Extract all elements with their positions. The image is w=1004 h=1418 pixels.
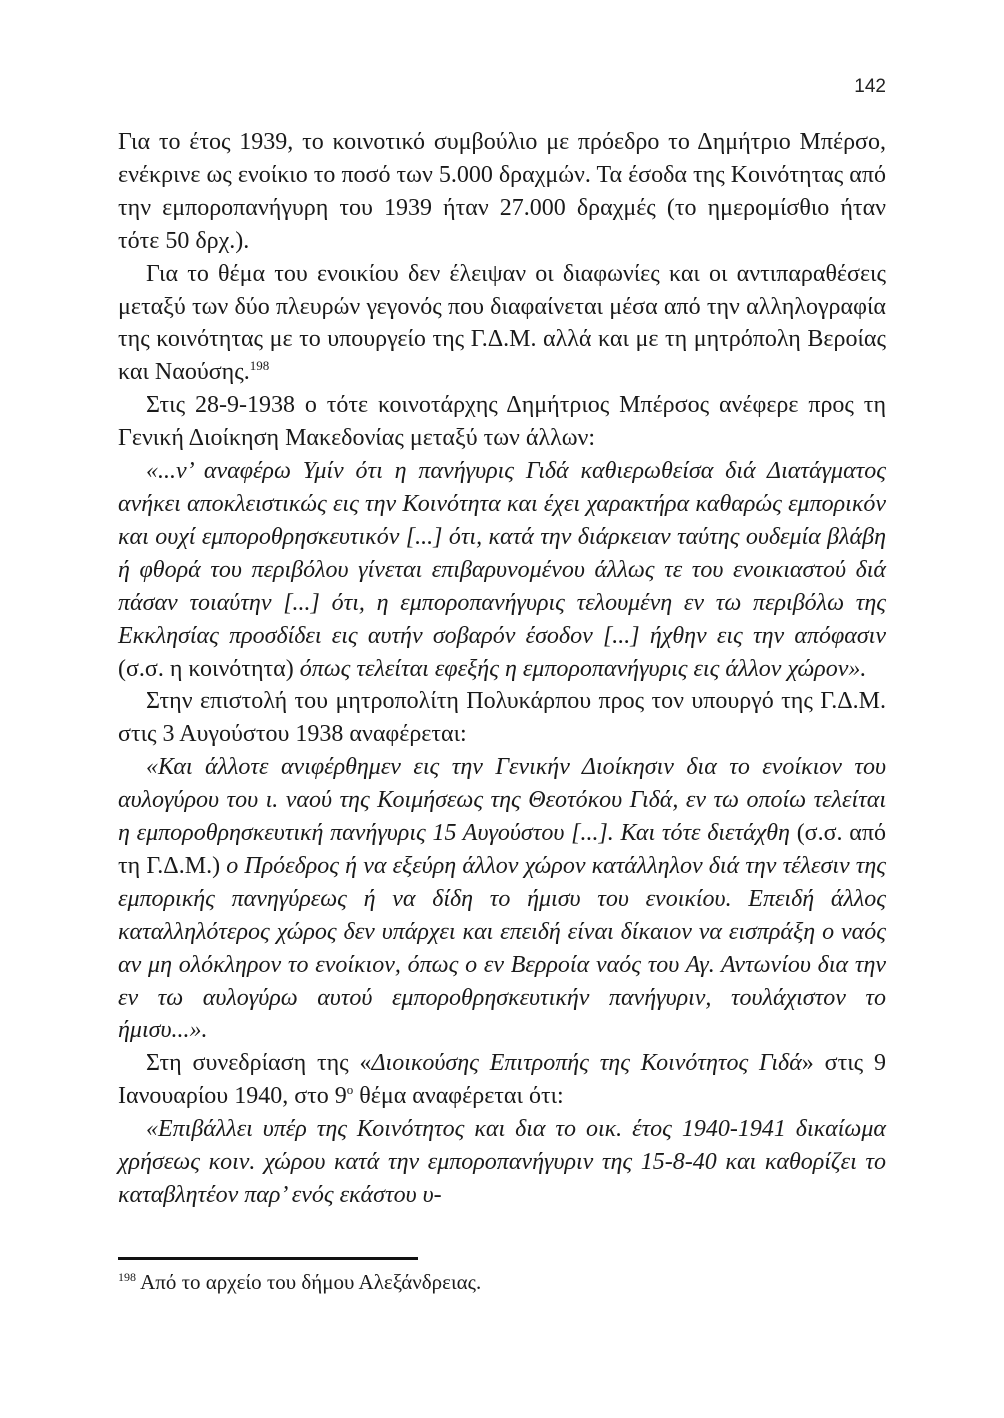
paragraph-1: Για το έτος 1939, το κοινοτικό συμβούλιο με πρόεδρο το Δημήτριο Μπέρσο, ενέκρινε ως ενοίκιο το ποσό των 5.000 δραχμών. Τα έσοδα της Κοινότητας από την εμποροπανήγυρη του 1939 ήταν 27.000 δραχμές (το ημερομίσθιο ήταν τότε 50 δρχ.). (118, 129, 886, 254)
footnote-text: Από το αρχείο του δήμου Αλεξάνδρειας. (136, 1270, 482, 1294)
paragraph-7 (118, 1047, 886, 1113)
paragraph-5: Στην επιστολή του μητροπολίτη Πολυκάρπου προς τον υπουργό της Γ.Δ.Μ. στις 3 Αυγούστου 1938 αναφέρεται: (118, 688, 886, 748)
footnote-divider (118, 1257, 418, 1260)
paragraph-2 (118, 258, 886, 390)
paragraph-7-part-1: Στη συνεδρίαση της « (146, 1050, 372, 1077)
page-number: 142 (854, 76, 886, 97)
paragraph-7-part-3: θέμα αναφέρεται ότι: (353, 1083, 564, 1110)
quote-2-part-2: ο Πρόεδρος ή να εξεύρη άλλον χώρον κατάλληλον διά την τέλεσιν της εμπορικής πανηγύρεως ή να δίδη το ήμισυ του ενοικίου. Επειδή άλλος καταλληλότερος χώρος δεν υπάρχει και επειδή είναι δίκαιον να εισπράξη ο ναός αν μη ολόκληρον το ενοίκιον, όπως ο εν Βερροία ναός του Αγ. Αντωνίου δια την εν τω αυλογύρω αυτού εμποροθρησκευτικήν πανήγυριν, τουλάχιστον το ήμισυ...». (118, 852, 886, 1044)
paragraph-2-text: Για το θέμα του ενοικίου δεν έλειψαν οι διαφωνίες και οι αντιπαραθέσεις μεταξύ των δύο πλευρών γεγονός που διαφαίνεται μέσα από την αλληλογραφία της κοινότητας με το υπουργείο της Γ.Δ.Μ. αλλά και με τη μητρόπολη Βεροίας και Ναούσης. (118, 260, 886, 386)
quote-3: «Επιβάλλει υπέρ της Κοινότητος και δια το οικ. έτος 1940-1941 δικαίωμα χρήσεως κοιν. χώρου κατά την εμποροπανήγυριν της 15-8-40 και καθορίζει το καταβλητέον παρ’ ενός εκάστου υ- (118, 1116, 886, 1208)
footnote-number: 198 (118, 1270, 136, 1284)
paragraph-7-italic: Διοικούσης Επιτροπής της Κοινότητος Γιδά (371, 1050, 802, 1077)
quote-1 (118, 455, 886, 685)
ordinal-superscript: ο (346, 1082, 354, 1098)
quote-2-part-1: «Και άλλοτε ανιφέρθημεν εις την Γενικήν Διοίκησιν δια το ενοίκιον του αυλογύρου του ι. ναού της Κοιμήσεως της Θεοτόκου Γιδά, εν τω οποίω τελείται η εμποροθρησκευτική πανήγυρις 15 Αυγούστου [...]. Και τότε διετάχθη (118, 754, 886, 847)
paragraph-7-part-2: » στις 9 Ιανουαρίου 1940, στο 9 (118, 1050, 886, 1110)
paragraph-3: Στις 28-9-1938 ο τότε κοινοτάρχης Δημήτριος Μπέρσος ανέφερε προς τη Γενική Διοίκηση Μακεδονίας μεταξύ των άλλων: (118, 392, 886, 452)
quote-1-part-1: «...ν’ αναφέρω Υμίν ότι η πανήγυρις Γιδά καθιερωθείσα διά Διατάγματος ανήκει αποκλειστικώς εις την Κοινότητα και έχει χαρακτήρα καθαρώς εμπορικόν και ουχί εμποροθρησκευτικόν [...] ότι, κατά την διάρκειαν ταύτης ουδεμία βλάβη ή φθορά του περιβόλου γίνεται επιβαρυνομένου άλλως τε του ενοικιαστού διά πάσαν τοιαύτην [...] ότι, η εμποροπανήγυρις τελουμένη εν τω περιβόλω της Εκκλησίας προσδίδει εις αυτήν σοβαρόν έσοδον [...] ήχθην εις την απόφασιν (118, 458, 886, 649)
footnote (118, 1268, 886, 1296)
quote-1-part-2: όπως τελείται εφεξής η εμποροπανήγυρις εις άλλον χώρον». (299, 655, 867, 682)
quote-2-editor-note: (σ.σ. από τη Γ.Δ.Μ.) (118, 820, 886, 879)
main-text (118, 126, 886, 1212)
footnote-reference[interactable]: 198 (249, 358, 270, 374)
quote-1-editor-note: (σ.σ. η κοινότητα) (118, 655, 300, 682)
quote-2 (118, 751, 886, 1047)
